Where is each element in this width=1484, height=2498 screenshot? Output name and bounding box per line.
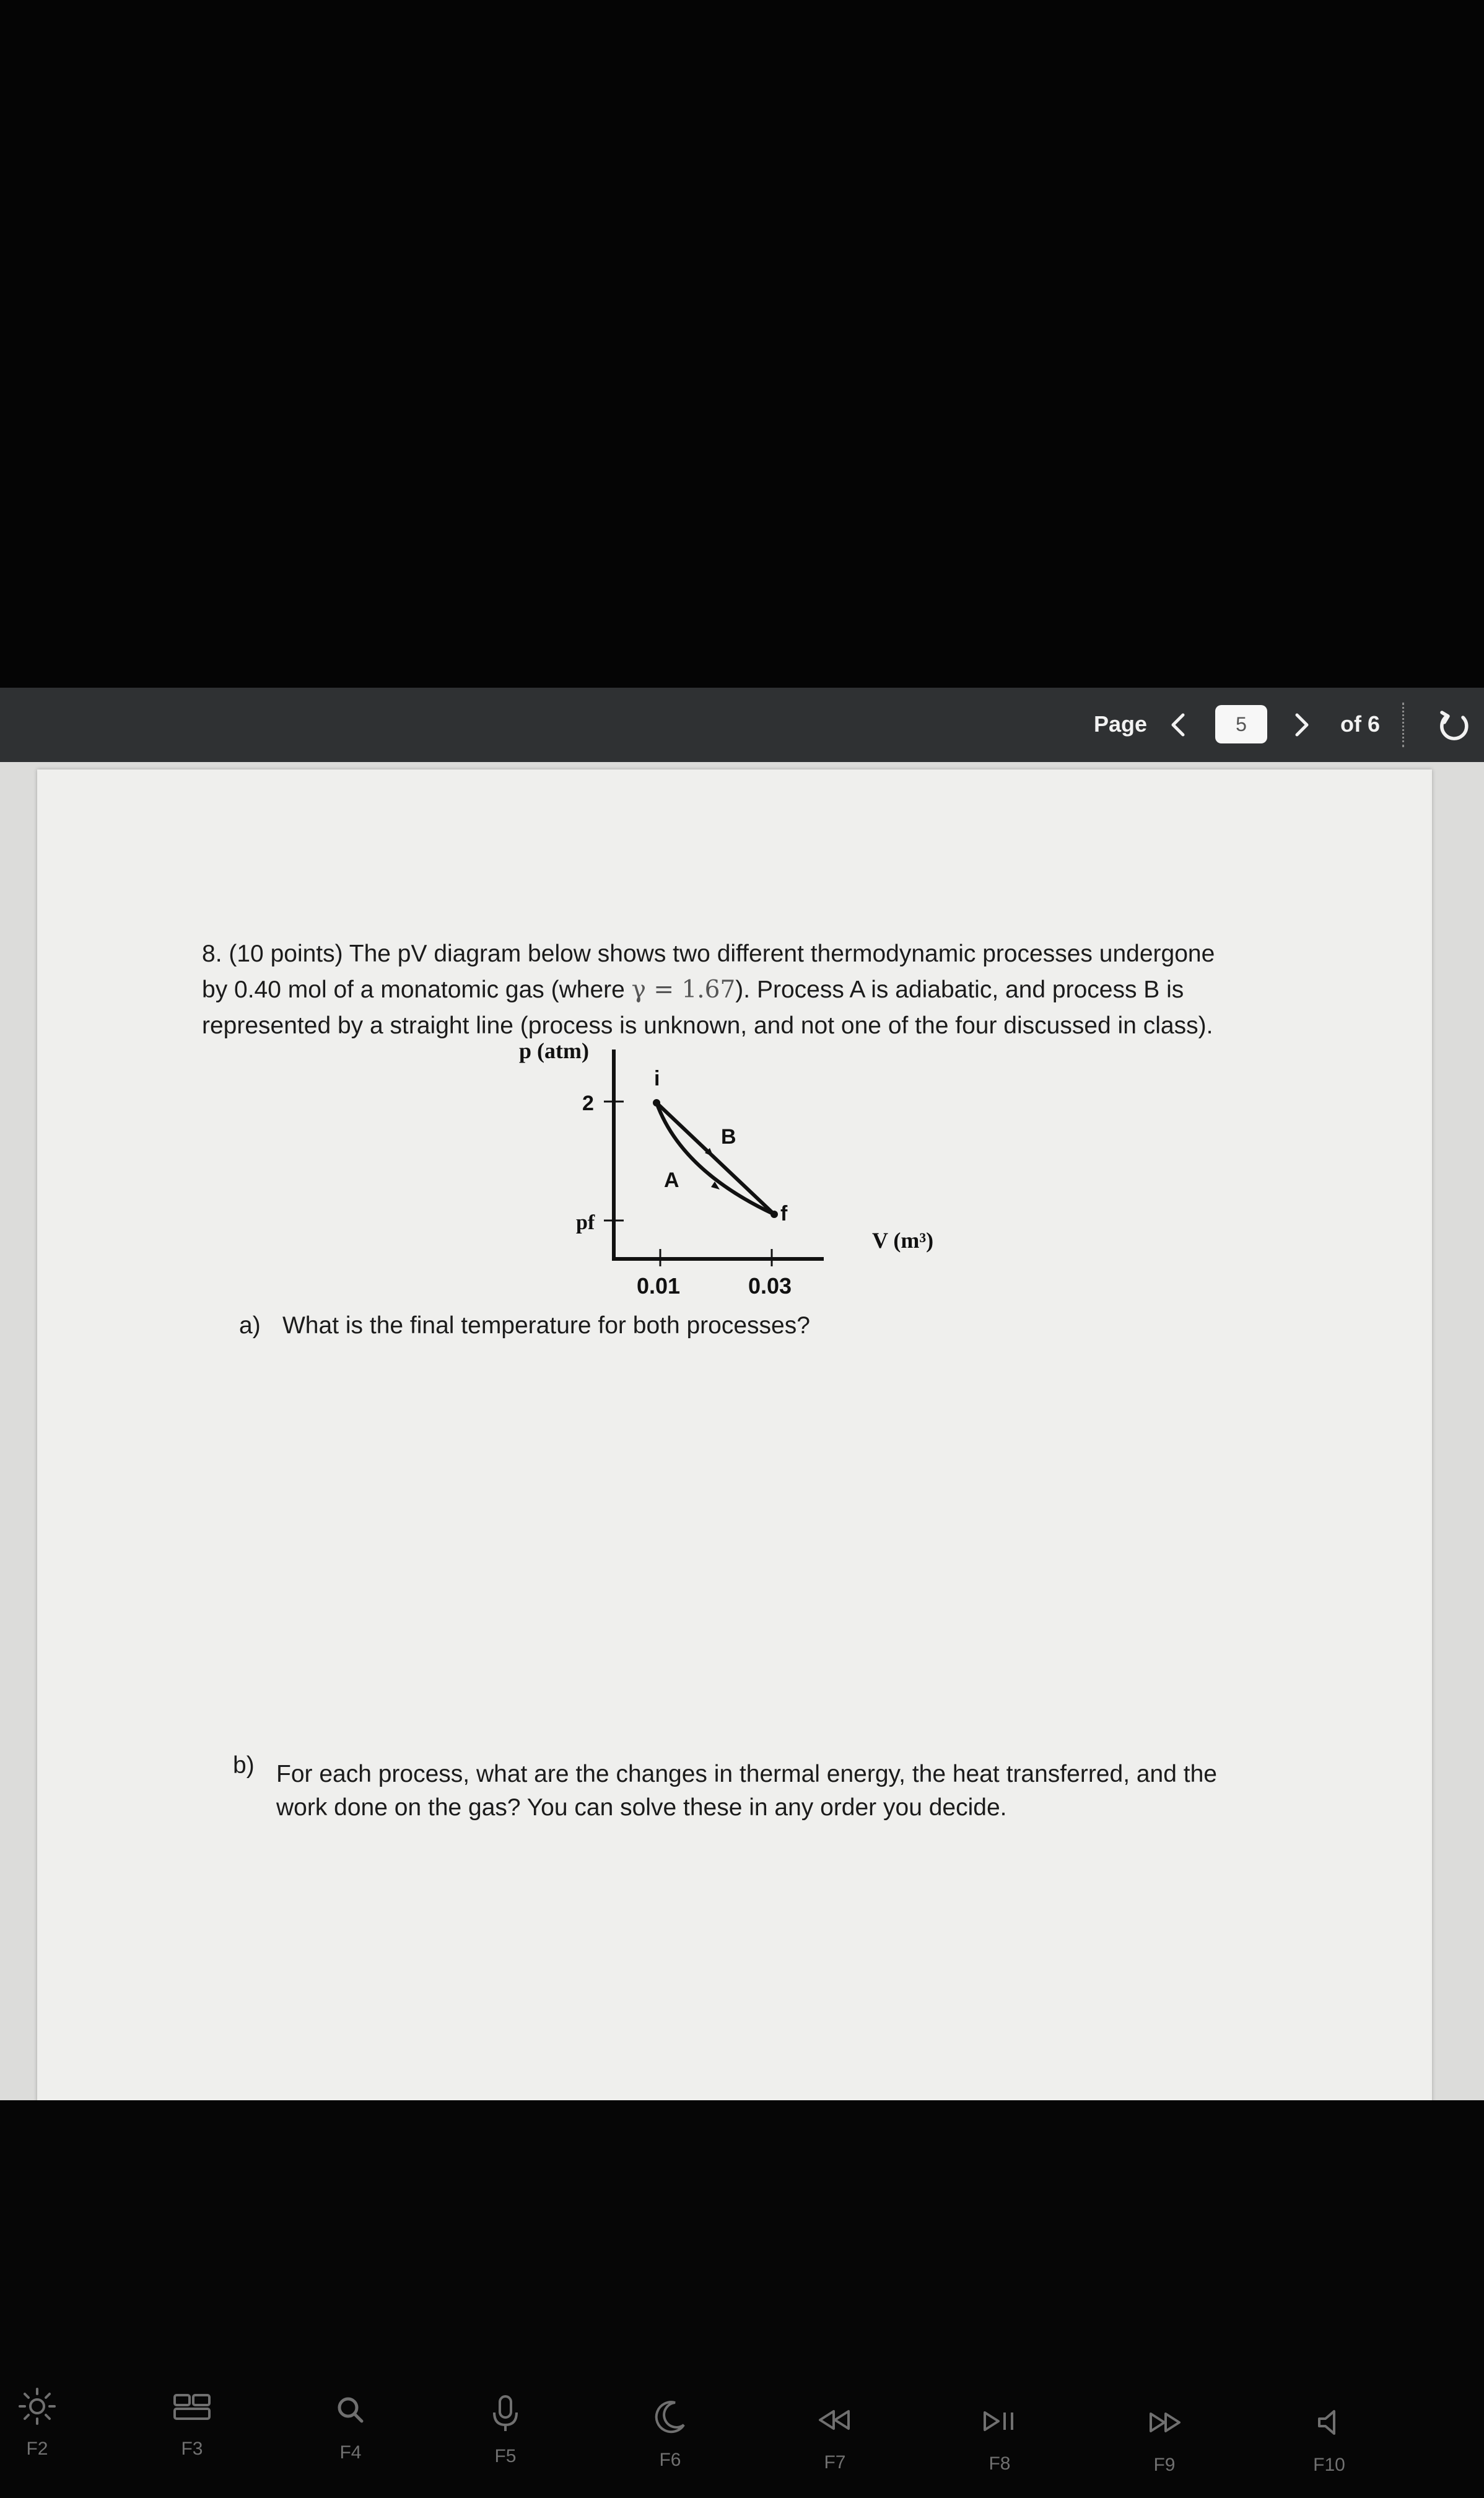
page-number-input[interactable] — [1215, 705, 1267, 743]
f8-key[interactable] — [950, 2396, 1049, 2474]
rewind-icon — [810, 2395, 860, 2445]
question-line-2-start: by 0.40 mol of a monatomic gas (where — [202, 976, 632, 1003]
toolbar-divider — [1402, 703, 1404, 747]
chevron-right-icon — [1288, 706, 1316, 743]
f8-label: F8 — [989, 2453, 1011, 2474]
page-label: Page — [1094, 711, 1148, 737]
search-icon — [326, 2385, 375, 2435]
f3-key[interactable] — [142, 2382, 242, 2460]
previous-page-button[interactable] — [1164, 706, 1192, 743]
question-line-1: 8. (10 points) The pV diagram below shows two different thermodynamic processes undergone — [202, 940, 1215, 967]
f2-label: F2 — [26, 2439, 48, 2459]
play-pause-icon — [975, 2396, 1024, 2446]
brightness-icon — [12, 2382, 62, 2431]
fast-forward-icon — [1140, 2398, 1189, 2447]
point-i-marker — [653, 1099, 660, 1107]
f5-key[interactable] — [456, 2389, 555, 2467]
point-f-marker — [770, 1211, 778, 1218]
question-line-2 — [202, 973, 1184, 1007]
pv-diagram — [508, 1041, 979, 1313]
x-axis-label: V (m³) — [872, 1228, 934, 1253]
part-b-letter: b) — [233, 1752, 255, 1779]
f2-key[interactable] — [0, 2382, 87, 2460]
function-key-row — [0, 2342, 1484, 2498]
point-f-label: f — [780, 1202, 788, 1225]
y-tick-2-label: 2 — [582, 1092, 594, 1115]
gamma-value: γ = 1.67 — [631, 976, 736, 1004]
x-tick-2-label: 0.03 — [748, 1273, 792, 1299]
part-b-question-line-2: work done on the gas? You can solve these in any order you decide. — [276, 1794, 1007, 1821]
f4-key[interactable] — [301, 2385, 400, 2463]
process-b-label: B — [721, 1125, 736, 1149]
x-tick-1-label: 0.01 — [637, 1273, 681, 1299]
point-i-label: i — [654, 1067, 660, 1090]
refresh-icon — [1436, 706, 1473, 743]
part-a-letter: a) — [239, 1312, 261, 1339]
moon-icon — [645, 2393, 695, 2442]
f6-key[interactable] — [621, 2393, 720, 2471]
f3-label: F3 — [181, 2439, 203, 2459]
refresh-button[interactable] — [1436, 706, 1473, 743]
chevron-left-icon — [1164, 706, 1192, 743]
part-a-question: What is the final temperature for both processes? — [282, 1312, 810, 1339]
f9-key[interactable] — [1115, 2398, 1214, 2476]
f10-label: F10 — [1313, 2455, 1345, 2475]
process-a-label: A — [664, 1168, 679, 1192]
page-total-label: of 6 — [1340, 711, 1381, 737]
f4-label: F4 — [339, 2442, 362, 2463]
next-page-button[interactable] — [1288, 706, 1316, 743]
f10-key[interactable] — [1280, 2398, 1379, 2476]
mission-control-icon — [167, 2382, 217, 2431]
f9-label: F9 — [1153, 2455, 1176, 2475]
question-line-2-end: ). Process A is adiabatic, and process B is — [735, 976, 1184, 1003]
part-b-question-line-1: For each process, what are the changes in thermal energy, the heat transferred, and the — [276, 1761, 1217, 1787]
volume-icon — [1304, 2398, 1354, 2447]
question-line-3: represented by a straight line (process is unknown, and not one of the four discussed in class). — [202, 1012, 1213, 1039]
document-page — [37, 769, 1432, 2120]
f7-key[interactable] — [785, 2395, 884, 2473]
f6-label: F6 — [659, 2450, 681, 2470]
y-axis-label: p (atm) — [519, 1041, 589, 1063]
y-tick-pf-label: pf — [576, 1211, 595, 1234]
f7-label: F7 — [824, 2452, 846, 2473]
microphone-icon — [481, 2389, 530, 2439]
process-b-line — [657, 1103, 774, 1214]
f5-label: F5 — [494, 2446, 517, 2466]
